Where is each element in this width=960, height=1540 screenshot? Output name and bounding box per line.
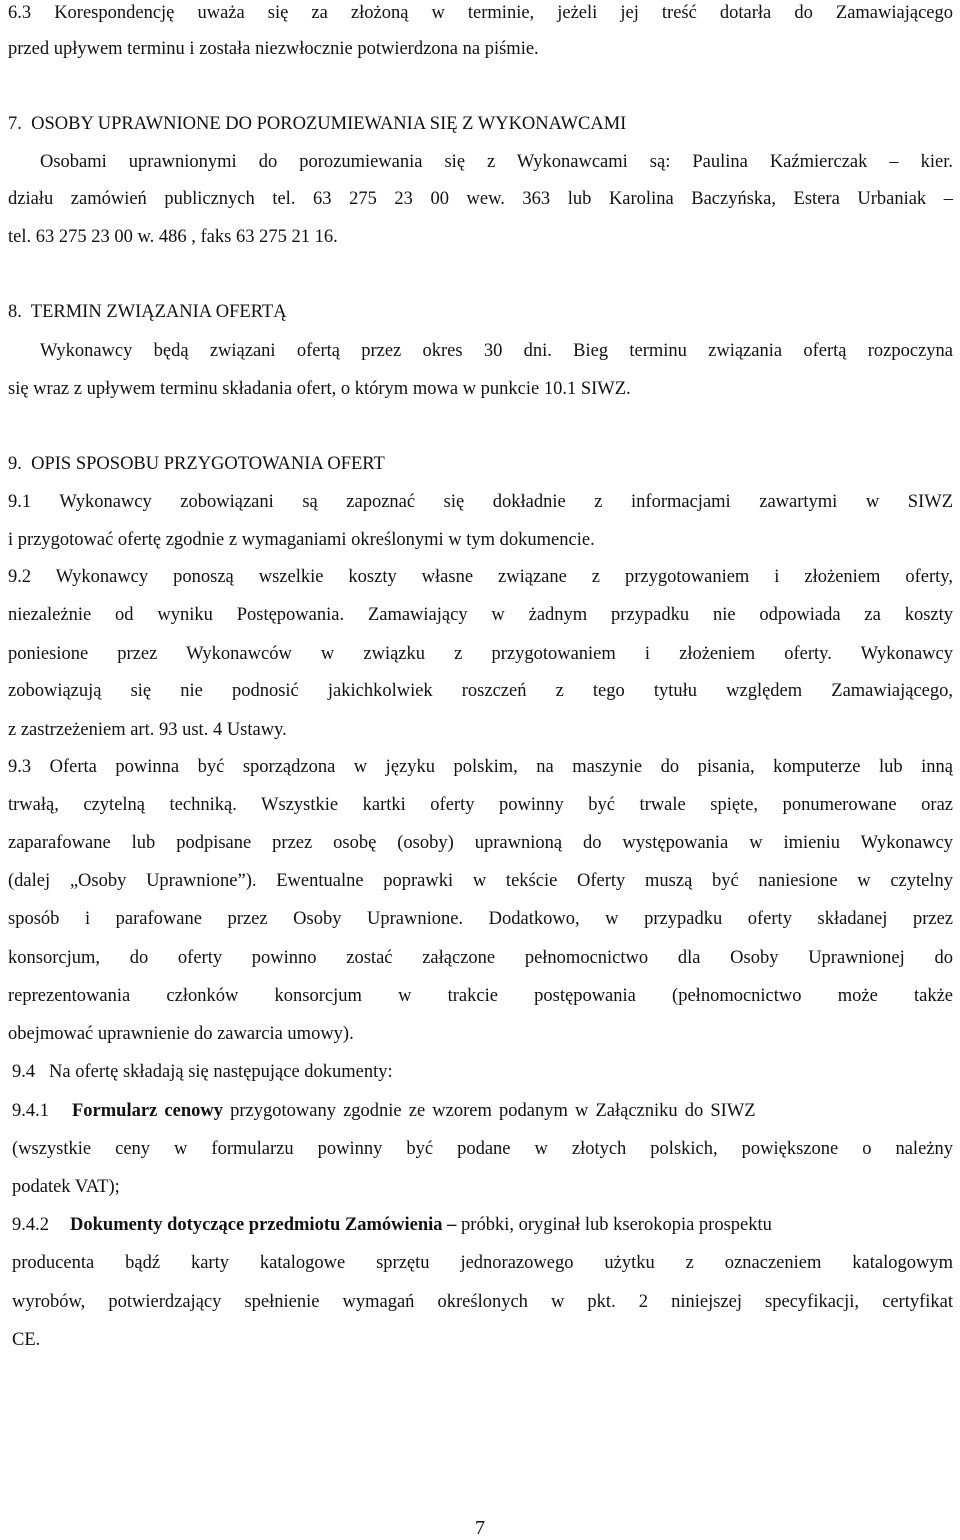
paragraph-9-4: 9.4 Na ofertę składają się następujące dokumenty:: [12, 1062, 393, 1082]
paragraph-9-3-line-6: konsorcjum, do oferty powinno zostać załączone pełnomocnictwo dla Osoby Uprawnionej do: [8, 948, 953, 968]
dokumenty-label: Dokumenty dotyczące przedmiotu Zamówienia –: [70, 1215, 457, 1235]
section-8-line-1: Wykonawcy będą związani ofertą przez okres 30 dni. Bieg terminu związania ofertą rozpoczyna: [40, 341, 953, 361]
paragraph-9-1-line-1: 9.1 Wykonawcy zobowiązani są zapoznać się dokładnie z informacjami zawartymi w SIWZ: [8, 492, 953, 512]
section-7-heading: 7. OSOBY UPRAWNIONE DO POROZUMIEWANIA SIĘ Z WYKONAWCAMI: [8, 114, 627, 134]
paragraph-6-3-line-2: przed upływem terminu i została niezwłocznie potwierdzona na piśmie.: [8, 39, 539, 59]
paragraph-9-4-1-rest: przygotowany zgodnie ze wzorem podanym w Załączniku do SIWZ: [222, 1101, 756, 1121]
page-number: 7: [475, 1517, 485, 1539]
paragraph-9-3-line-5: sposób i parafowane przez Osoby Uprawnione. Dodatkowo, w przypadku oferty składanej przez: [8, 909, 953, 929]
paragraph-9-3-line-4: (dalej „Osoby Uprawnione”). Ewentualne poprawki w tekście Oferty muszą być naniesione w czytelny: [8, 871, 953, 891]
section-9-heading: 9. OPIS SPOSOBU PRZYGOTOWANIA OFERT: [8, 454, 385, 474]
paragraph-9-4-1-number: 9.4.1: [12, 1101, 49, 1121]
paragraph-9-2-line-5: z zastrzeżeniem art. 93 ust. 4 Ustawy.: [8, 720, 287, 740]
paragraph-9-3-line-1: 9.3 Oferta powinna być sporządzona w języku polskim, na maszynie do pisania, komputerze lub inną: [8, 757, 953, 777]
section-7-line-1: Osobami uprawnionymi do porozumiewania się z Wykonawcami są: Paulina Kaźmierczak – kier.: [40, 152, 953, 172]
paragraph-9-4-2-line-3: wyrobów, potwierdzający spełnienie wymagań określonych w pkt. 2 niniejszej specyfikacji, certyfikat: [12, 1292, 953, 1312]
paragraph-9-3-line-7: reprezentowania członków konsorcjum w trakcie postępowania (pełnomocnictwo może także: [8, 986, 953, 1006]
section-8-line-2: się wraz z upływem terminu składania ofert, o którym mowa w punkcie 10.1 SIWZ.: [8, 379, 631, 399]
paragraph-9-3-line-2: trwałą, czytelną techniką. Wszystkie kartki oferty powinny być trwale spięte, ponumerowane oraz: [8, 795, 953, 815]
section-8-heading: 8. TERMIN ZWIĄZANIA OFERTĄ: [8, 302, 287, 322]
paragraph-9-3-line-3: zaparafowane lub podpisane przez osobę (osoby) uprawnioną do występowania w imieniu Wykonawcy: [8, 833, 953, 853]
paragraph-9-4-1-line-1: [72, 1102, 953, 1121]
paragraph-9-2-line-2: niezależnie od wyniku Postępowania. Zamawiający w żadnym przypadku nie odpowiada za koszty: [8, 605, 953, 625]
paragraph-9-1-line-2: i przygotować ofertę zgodnie z wymaganiami określonymi w tym dokumencie.: [8, 530, 595, 550]
paragraph-9-4-1-line-3: podatek VAT);: [12, 1177, 120, 1197]
paragraph-9-2-line-1: 9.2 Wykonawcy ponoszą wszelkie koszty własne związane z przygotowaniem i złożeniem oferty,: [8, 567, 953, 587]
paragraph-9-4-1-line-2: (wszystkie ceny w formularzu powinny być podane w złotych polskich, powiększone o należny: [12, 1139, 953, 1159]
paragraph-9-3-line-8: obejmować uprawnienie do zawarcia umowy).: [8, 1024, 354, 1044]
paragraph-9-4-2-line-4: CE.: [12, 1330, 41, 1350]
paragraph-9-4-2-line-2: producenta bądź karty katalogowe sprzętu jednorazowego użytku z oznaczeniem katalogowym: [12, 1253, 953, 1273]
paragraph-9-2-line-4: zobowiązują się nie podnosić jakichkolwiek roszczeń z tego tytułu względem Zamawiającego,: [8, 681, 953, 701]
paragraph-9-2-line-3: poniesione przez Wykonawców w związku z przygotowaniem i złożeniem oferty. Wykonawcy: [8, 644, 953, 664]
paragraph-9-4-2-line-1: [70, 1216, 953, 1235]
paragraph-9-4-2-number: 9.4.2: [12, 1215, 49, 1235]
section-7-line-2: działu zamówień publicznych tel. 63 275 23 00 wew. 363 lub Karolina Baczyńska, Estera Urbaniak –: [8, 189, 953, 209]
formularz-cenowy-label: Formularz cenowy: [72, 1101, 223, 1121]
section-7-line-3: tel. 63 275 23 00 w. 486 , faks 63 275 21 16.: [8, 227, 338, 247]
paragraph-9-4-2-rest: próbki, oryginał lub kserokopia prospektu: [456, 1215, 772, 1235]
paragraph-6-3-line-1: 6.3 Korespondencję uważa się za złożoną w terminie, jeżeli jej treść dotarła do Zamawiającego: [8, 3, 953, 23]
